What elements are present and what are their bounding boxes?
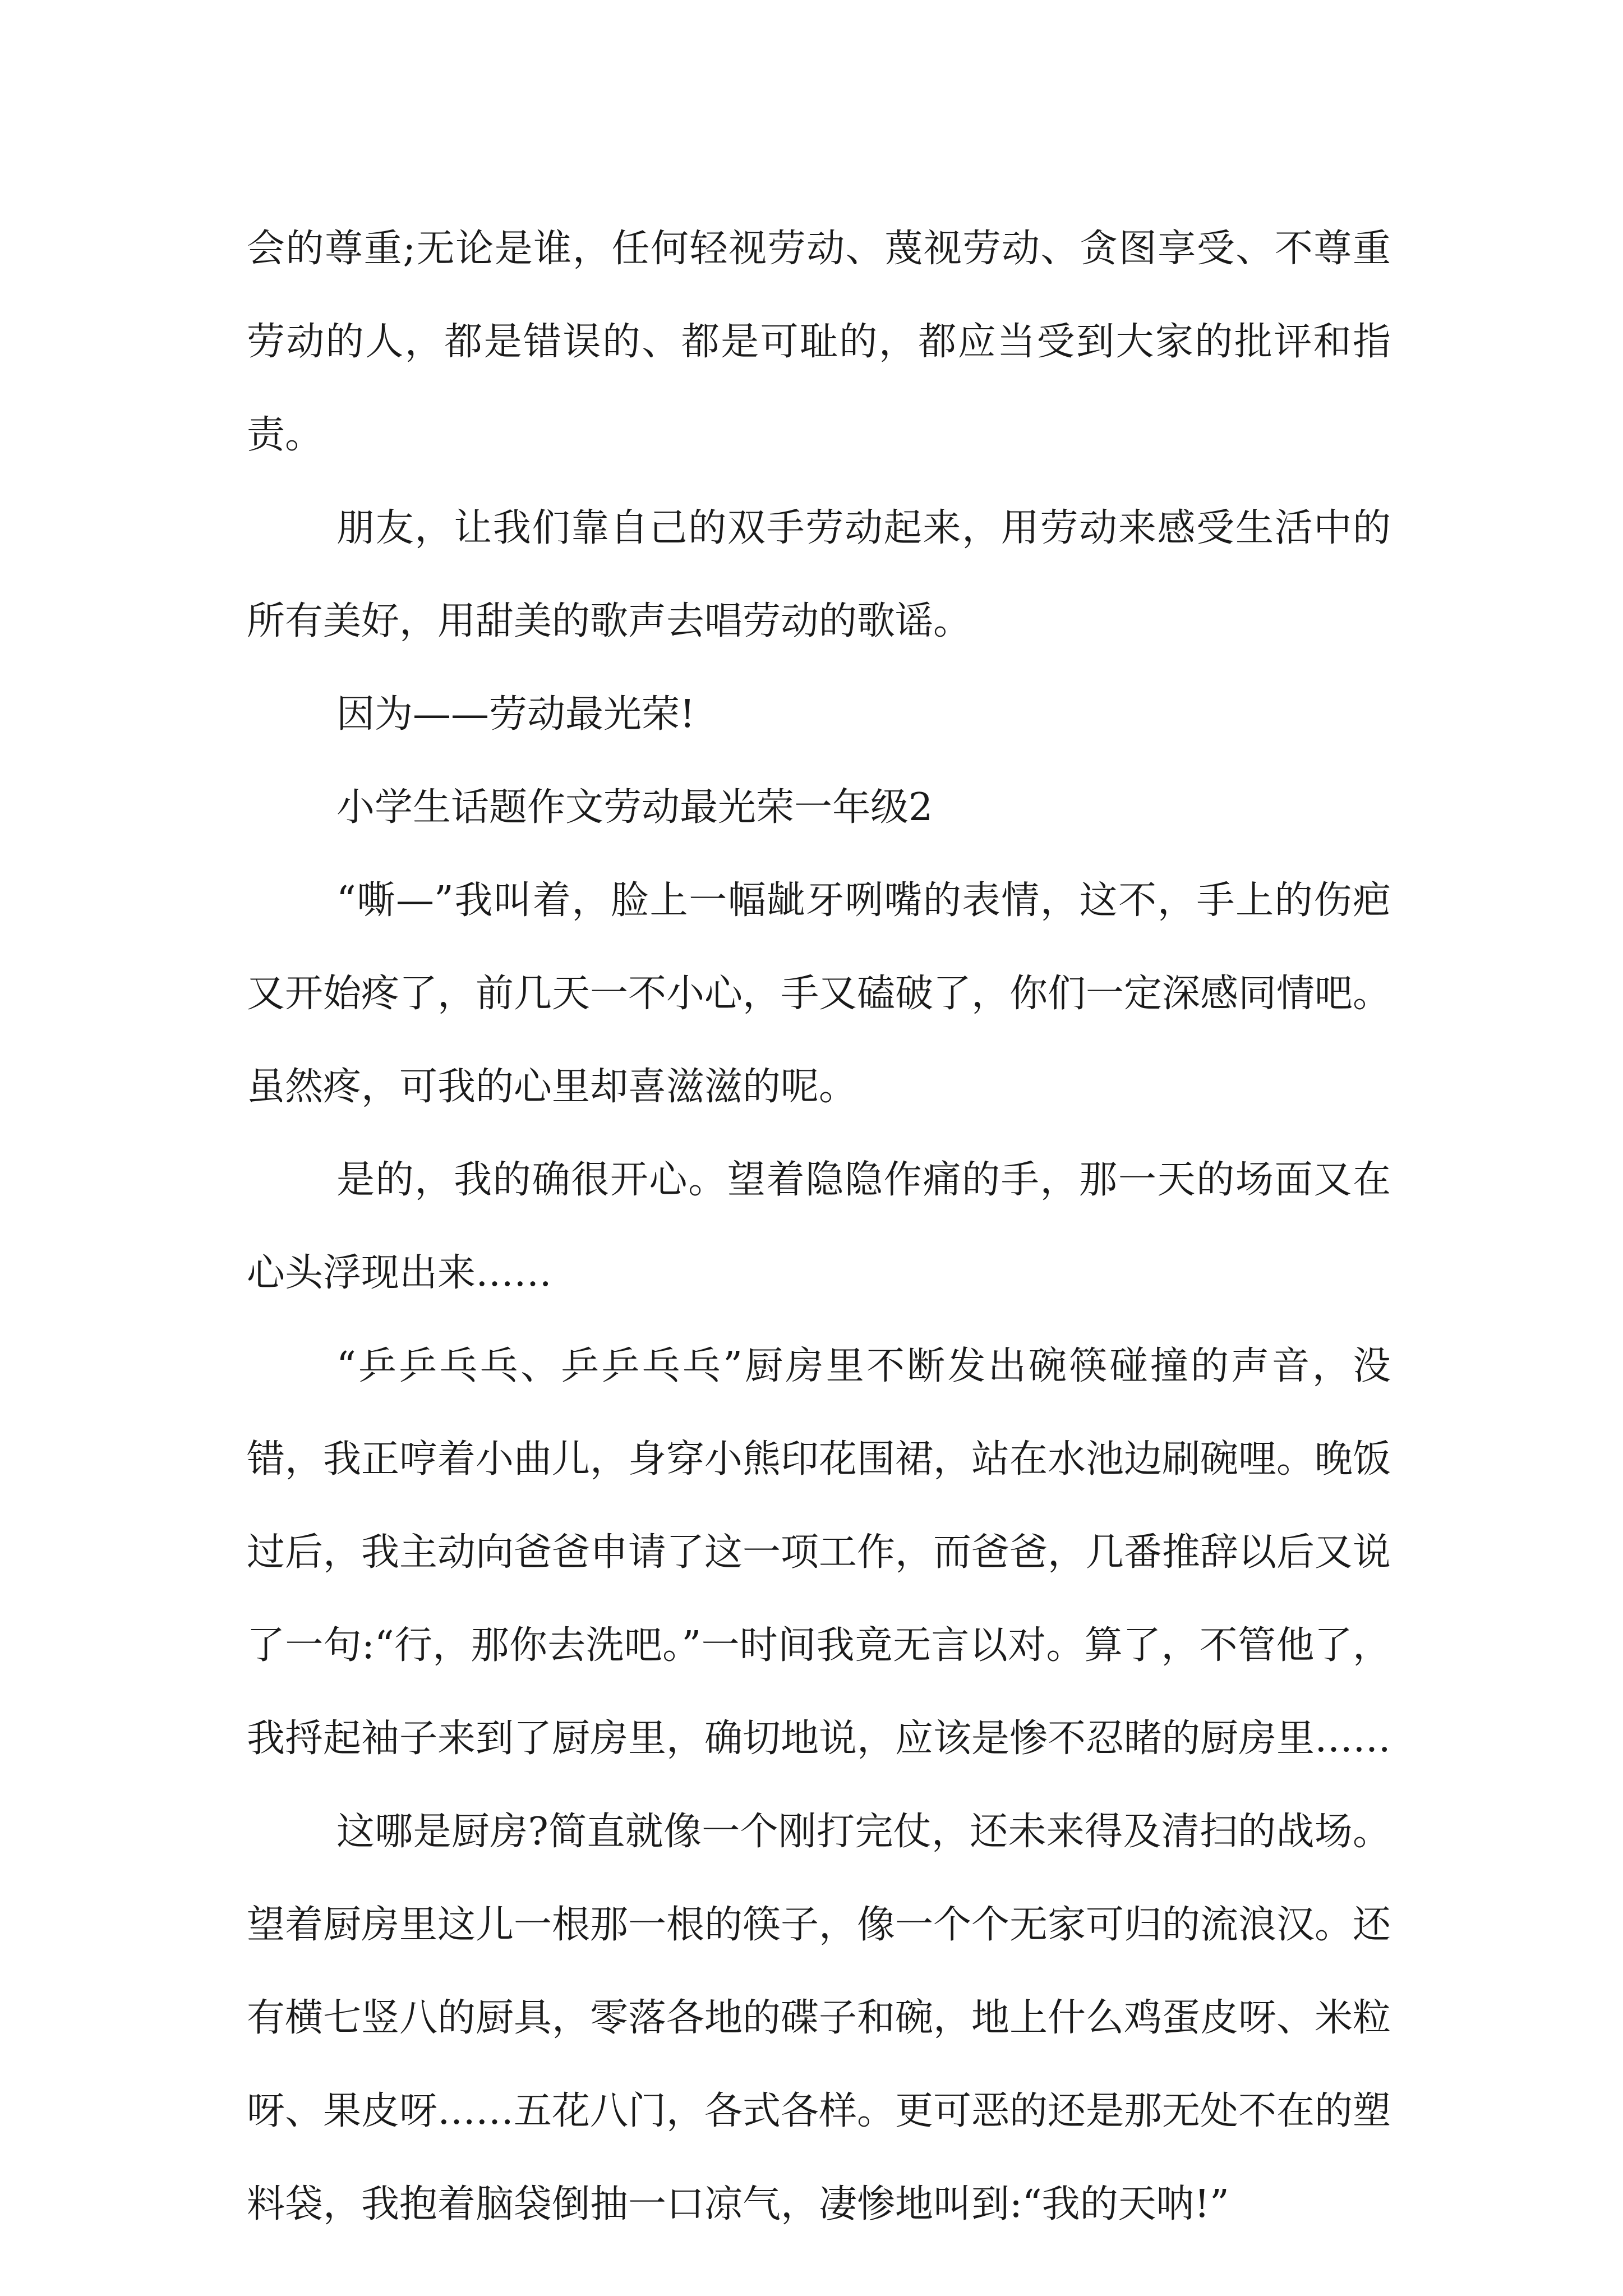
paragraph-friends: 朋友，让我们靠自己的双手劳动起来，用劳动来感受生活中的所有美好，用甜美的歌声去唱劳动的歌谣。 <box>247 506 1391 643</box>
paragraph-messy-kitchen: 这哪是厨房?简直就像一个刚打完仗，还未来得及清扫的战场。望着厨房里这儿一根那一根的筷子，像一个个无家可归的流浪汉。还有横七竖八的厨具，零落各地的碟子和碗，地上什么鸡蛋皮呀、米粒呀、果皮呀……五花八门，各式各样。更可恶的还是那无处不在的塑料袋，我抱着脑袋倒抽一口凉气，凄惨地叫到:“我的天呐!” <box>247 1810 1391 2226</box>
paragraph-labor-glory: 因为——劳动最光荣! <box>336 692 695 737</box>
essay-title: 小学生话题作文劳动最光荣一年级2 <box>336 785 933 830</box>
paragraph-happy: 是的，我的确很开心。望着隐隐作痛的手，那一天的场面又在心头浮现出来…… <box>247 1158 1391 1295</box>
paragraph-washing-dishes: “乒乒乓乓、乒乒乓乓”厨房里不断发出碗筷碰撞的声音，没错，我正哼着小曲儿，身穿小熊印花围裙，站在水池边刷碗哩。晚饭过后，我主动向爸爸申请了这一项工作，而爸爸，几番推辞以后又说了一句:“行，那你去洗吧。”一时间我竟无言以对。算了，不管他了，我捋起袖子来到了厨房里，确切地说，应该是惨不忍睹的厨房里…… <box>247 1344 1391 1761</box>
body-text <box>247 203 1391 2251</box>
paragraph-continued: 会的尊重;无论是谁，任何轻视劳动、蔑视劳动、贪图享受、不尊重劳动的人，都是错误的、都是可耻的，都应当受到大家的批评和指责。 <box>247 227 1391 457</box>
paragraph-hand-wound: “嘶—”我叫着，脸上一幅龇牙咧嘴的表情，这不，手上的伤疤又开始疼了，前几天一不小心，手又磕破了，你们一定深感同情吧。虽然疼，可我的心里却喜滋滋的呢。 <box>247 878 1391 1109</box>
